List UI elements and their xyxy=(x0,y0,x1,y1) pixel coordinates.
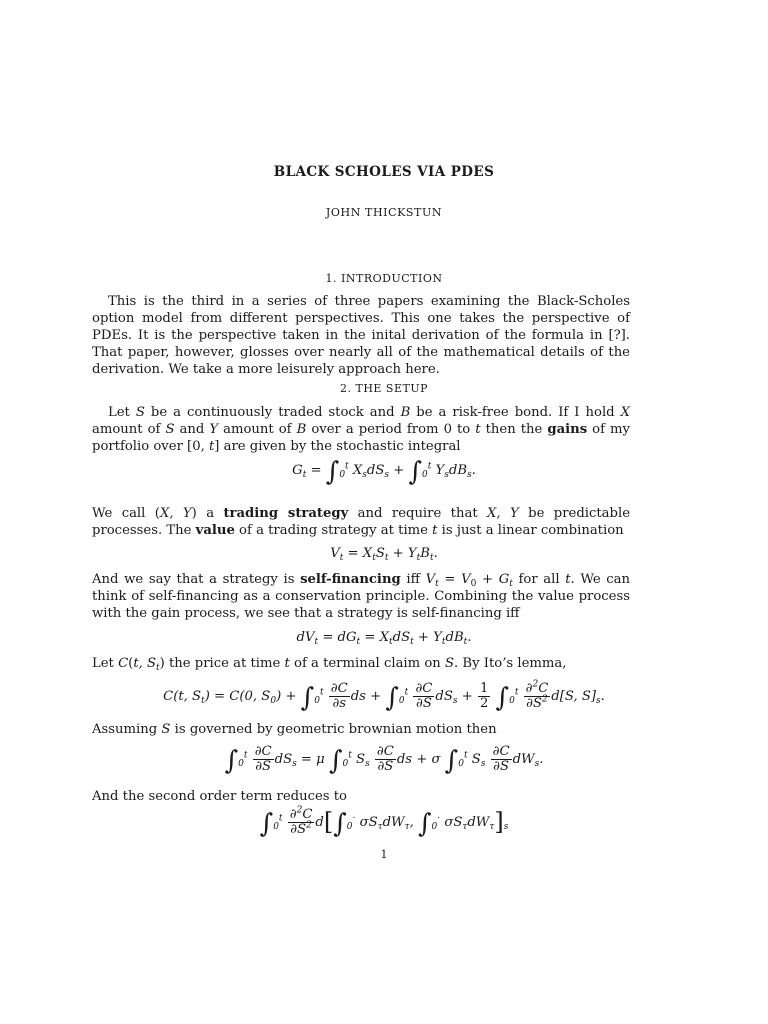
section-heading-setup: 2. THE SETUP xyxy=(339,382,429,395)
ito-lemma-equation: C(t, $S_t) = C(0$, $S_0) + \int_0^t$ $\frac{\partial C}{\partial s}$ ds + $\int_0^t$ $\frac{\partial C}{\partial S}$ $dS_s$ + $\frac{1}{2}$ $\int_0^t$ $\frac{\partial^2C}{\partial S^2}$ d[S, $S]_s$. xyxy=(163,679,605,713)
self-financing-equation: $dV_t = dG_t = X_tdS_t + Y_tdB_t$. xyxy=(296,630,472,647)
author-name: JOHN THICKSTUN xyxy=(325,206,443,219)
second-order-equation: $\int_0^t$ $\frac{\partial^2C}{\partial S^2}$ $d[\int_0^\cdot$ $\sigma S_\tau dW_\tau$, $\int_0^\cdot$ $\sigma S_\tau dW_\tau]_s$ xyxy=(259,805,509,839)
section-heading-introduction: 1. INTRODUCTION xyxy=(325,272,443,285)
intro-paragraph: This is the third in a series of three papers examining the Black-Scholes option model from different perspectives. This one takes the perspective of PDEs. It is the perspective taken in the inital derivation of the formula in [?]. That paper, however, glosses over nearly all of the mathematical details of the derivation. We take a more leisurely approach here. xyxy=(92,294,630,377)
gbm-paragraph: Assuming S is governed by geometric brownian motion then xyxy=(92,722,497,737)
paper-title: BLACK SCHOLES VIA PDES xyxy=(273,164,495,180)
ito-paragraph: Let C(t, $S_t$) the price at time t of a terminal claim on S. By Ito’s lemma, xyxy=(92,656,567,673)
gains-equation: $G_t = \int_0^t$ $X_sdS_s + \int_0^t$ $Y_sdB_s$. xyxy=(292,457,476,487)
setup-paragraph: Let S be a continuously traded stock and B be a risk-free bond. If I hold X amount of S and Y amount of B over a period from 0 to t then the gains of my portfolio over [0, t] are given by the stochastic integral xyxy=(92,405,630,454)
value-equation: $V_t = X_tS_t + Y_tB_t$. xyxy=(330,546,438,563)
page-number: 1 xyxy=(380,848,388,861)
second-order-paragraph: And the second order term reduces to xyxy=(92,789,347,804)
trading-strategy-paragraph: We call (X, Y) a trading strategy and require that X, Y be predictable processes. The value of a trading strategy at time t is just a linear combination xyxy=(92,506,631,538)
gbm-equation: $\int_0^t$ $\frac{\partial C}{\partial S}$ $dS_s = \mu$ $\int_0^t$ $S_s$ $\frac{\partial C}{\partial S}$ ds + σ $\int_0^t$ $S_s$ $\frac{\partial C}{\partial S}$ $dW_s$. xyxy=(224,744,544,776)
self-financing-paragraph: And we say that a strategy is self-financing iff $V_t = V_0 + G_t$ for all t. We can think of self-financing as a conservation principle. Combining the value process with the gain process, we see that a strategy is self-financing iff xyxy=(92,572,630,621)
